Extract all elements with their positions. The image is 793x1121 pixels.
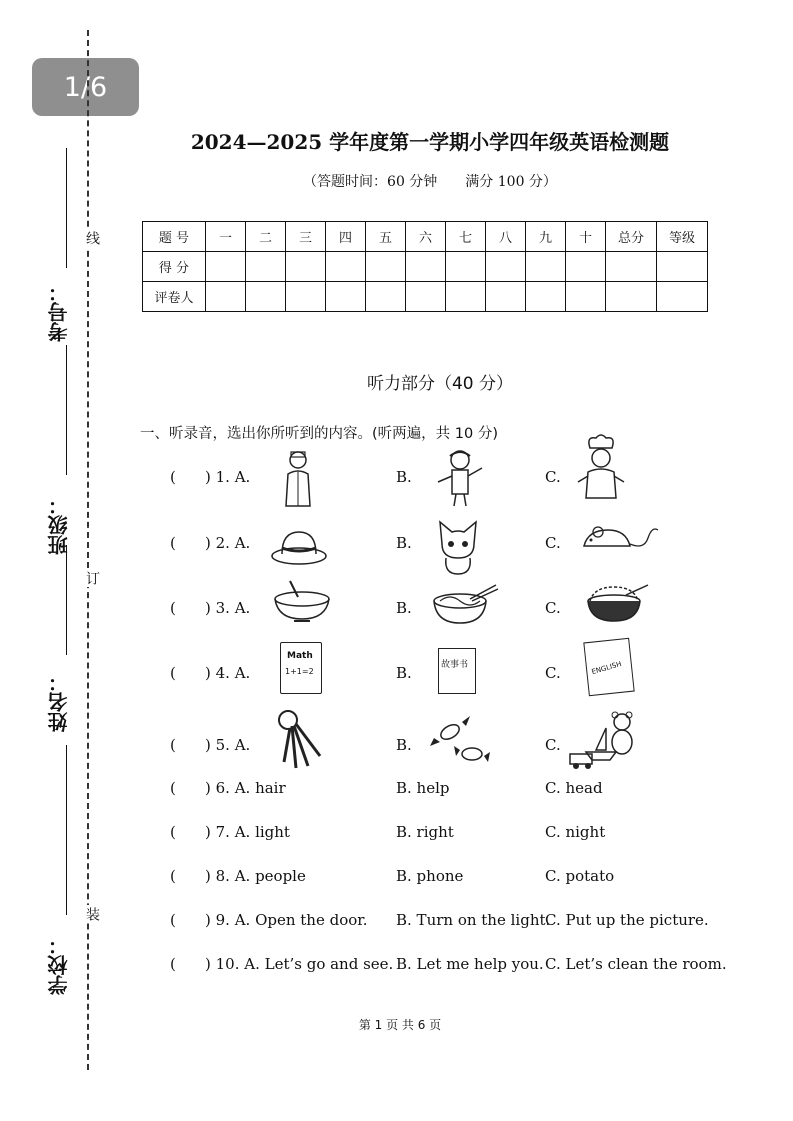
soup-icon[interactable] — [272, 579, 332, 625]
row-label: 评卷人 — [143, 282, 206, 312]
grader-cell[interactable] — [606, 282, 657, 312]
rice-icon[interactable] — [584, 581, 650, 627]
item-option-c: C. Put up the picture. — [545, 911, 709, 929]
candy-icon[interactable] — [428, 712, 492, 768]
exam-subtitle: （答题时间：60 分钟 满分 100 分） — [303, 174, 557, 190]
question-item — [0, 823, 793, 847]
score-cell[interactable] — [526, 252, 566, 282]
binding-zhuang-char: 装 — [84, 907, 100, 921]
option-c-label: C. — [545, 534, 561, 552]
hat-icon[interactable] — [270, 526, 328, 566]
mouse-icon[interactable] — [578, 520, 660, 560]
header-cell: 五 — [366, 222, 406, 252]
answer-paren[interactable]: ( — [170, 468, 176, 486]
option-b-label: B. — [396, 534, 412, 552]
answer-paren[interactable]: ( — [170, 664, 176, 682]
exam-number-label: 考号： — [47, 282, 71, 342]
option-c-label: C. — [545, 736, 561, 754]
item-number: ) 3. A. — [205, 599, 251, 617]
item-option-a: ) 8. A. people — [205, 867, 306, 885]
option-c-label: C. — [545, 664, 561, 682]
grader-cell[interactable] — [246, 282, 286, 312]
score-cell[interactable] — [326, 252, 366, 282]
item-option-b: B. Turn on the light. — [396, 911, 551, 929]
grader-cell[interactable] — [286, 282, 326, 312]
item-option-a: ) 7. A. light — [205, 823, 290, 841]
score-cell[interactable] — [657, 252, 708, 282]
item-number: ) 1. A. — [205, 468, 251, 486]
grader-cell[interactable] — [526, 282, 566, 312]
score-cell[interactable] — [366, 252, 406, 282]
option-b-label: B. — [396, 736, 412, 754]
item-option-a: ) 10. A. Let’s go and see. — [205, 955, 394, 973]
score-cell[interactable] — [206, 252, 246, 282]
score-cell[interactable] — [246, 252, 286, 282]
answer-paren[interactable]: ( — [170, 823, 176, 841]
question-item — [0, 955, 793, 979]
school-label: 学校： — [47, 935, 71, 995]
answer-paren[interactable]: ( — [170, 955, 176, 973]
question-item — [0, 911, 793, 935]
header-cell: 二 — [246, 222, 286, 252]
header-cell: 九 — [526, 222, 566, 252]
grader-cell[interactable] — [206, 282, 246, 312]
item-option-c: C. head — [545, 779, 603, 797]
score-cell[interactable] — [606, 252, 657, 282]
grader-cell[interactable] — [446, 282, 486, 312]
score-table-header-row — [143, 222, 708, 252]
answer-paren[interactable]: ( — [170, 736, 176, 754]
question-item — [0, 514, 793, 574]
exam-number-field — [44, 282, 74, 342]
keys-icon[interactable] — [274, 708, 326, 772]
row-label: 得 分 — [143, 252, 206, 282]
answer-paren[interactable]: ( — [170, 779, 176, 797]
storybook-icon[interactable]: 故事书 — [438, 648, 476, 694]
question-item — [0, 448, 793, 508]
header-cell: 七 — [446, 222, 486, 252]
item-option-b: B. phone — [396, 867, 464, 885]
score-cell[interactable] — [446, 252, 486, 282]
question-item — [0, 779, 793, 803]
exam-title: 2024—2025 学年度第一学期小学四年级英语检测题 — [190, 130, 670, 154]
header-cell: 十 — [566, 222, 606, 252]
grader-cell[interactable] — [657, 282, 708, 312]
binding-line-char: 线 — [84, 231, 100, 245]
noodles-icon[interactable] — [430, 583, 500, 629]
option-c-label: C. — [545, 468, 561, 486]
option-c-label: C. — [545, 599, 561, 617]
grader-cell[interactable] — [566, 282, 606, 312]
option-b-label: B. — [396, 599, 412, 617]
score-table — [142, 221, 708, 312]
grader-row — [143, 282, 708, 312]
item-number: ) 2. A. — [205, 534, 251, 552]
header-cell: 八 — [486, 222, 526, 252]
question-item — [0, 867, 793, 891]
page-indicator-badge: 1/6 — [32, 58, 139, 116]
toys-icon[interactable] — [566, 710, 646, 770]
grader-cell[interactable] — [326, 282, 366, 312]
header-cell: 三 — [286, 222, 326, 252]
header-cell: 一 — [206, 222, 246, 252]
cat-icon[interactable] — [436, 518, 480, 576]
grader-cell[interactable] — [406, 282, 446, 312]
answer-paren[interactable]: ( — [170, 911, 176, 929]
item-option-b: B. Let me help you. — [396, 955, 544, 973]
item-number: ) 4. A. — [205, 664, 251, 682]
answer-paren[interactable]: ( — [170, 867, 176, 885]
option-b-label: B. — [396, 468, 412, 486]
score-cell[interactable] — [566, 252, 606, 282]
question-1-instruction: 一、听录音，选出你所听到的内容。(听两遍，共 10 分) — [140, 426, 498, 442]
score-cell[interactable] — [406, 252, 446, 282]
grader-cell[interactable] — [486, 282, 526, 312]
doctor-icon[interactable] — [278, 448, 318, 508]
binding-ding-char: 订 — [84, 571, 100, 585]
item-option-a: ) 9. A. Open the door. — [205, 911, 368, 929]
english-book-icon[interactable]: ENGLISH — [583, 638, 634, 697]
header-cell: 等级 — [657, 222, 708, 252]
class-label: 班级： — [47, 495, 71, 555]
score-cell[interactable] — [486, 252, 526, 282]
answer-paren[interactable]: ( — [170, 534, 176, 552]
page-footer: 第 1 页 共 6 页 — [358, 1018, 442, 1032]
score-cell[interactable] — [286, 252, 326, 282]
exam-number-line[interactable] — [44, 148, 74, 268]
question-item — [0, 706, 793, 766]
name-label: 姓名： — [47, 672, 71, 732]
question-item — [0, 642, 793, 702]
score-row — [143, 252, 708, 282]
option-b-label: B. — [396, 664, 412, 682]
header-cell: 四 — [326, 222, 366, 252]
header-cell: 题 号 — [143, 222, 206, 252]
item-option-b: B. right — [396, 823, 454, 841]
listening-section-title: 听力部分（40 分） — [366, 374, 514, 394]
item-number: ) 5. A. — [205, 736, 251, 754]
item-option-c: C. potato — [545, 867, 615, 885]
item-option-c: C. night — [545, 823, 606, 841]
cook-icon[interactable] — [576, 434, 626, 500]
item-option-b: B. help — [396, 779, 450, 797]
answer-paren[interactable]: ( — [170, 599, 176, 617]
item-option-c: C. Let’s clean the room. — [545, 955, 727, 973]
worker-icon[interactable] — [430, 448, 490, 508]
item-option-a: ) 6. A. hair — [205, 779, 286, 797]
header-cell: 六 — [406, 222, 446, 252]
grader-cell[interactable] — [366, 282, 406, 312]
question-item — [0, 579, 793, 639]
math-book-icon[interactable]: Math 1+1=2 — [280, 642, 322, 694]
header-cell: 总分 — [606, 222, 657, 252]
